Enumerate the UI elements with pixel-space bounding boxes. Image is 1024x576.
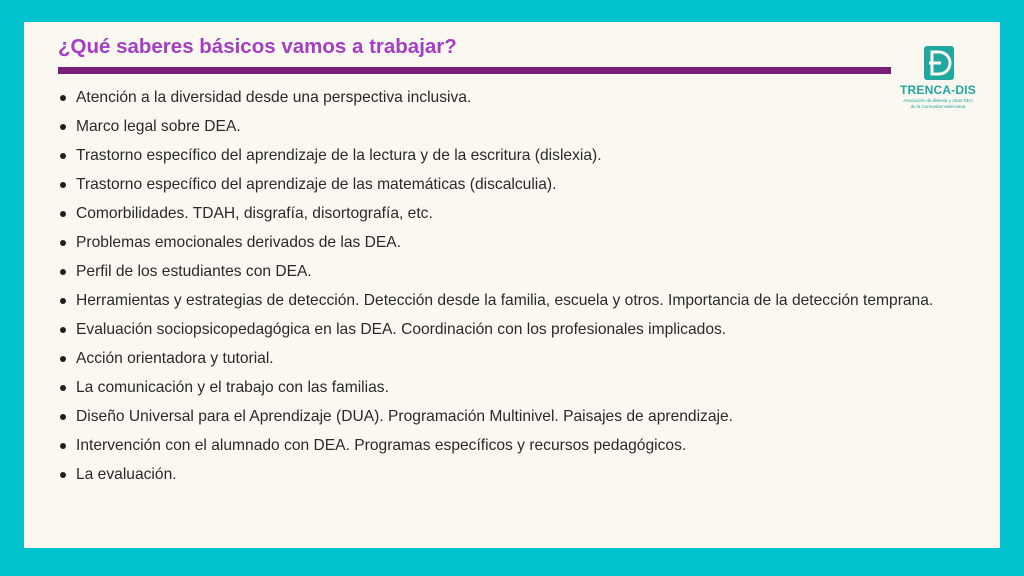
list-item [60, 257, 980, 286]
bullet-icon [60, 356, 66, 362]
bullet-icon [60, 385, 66, 391]
list-item-text: Herramientas y estrategias de detección. Detección desde la familia, escuela y otros. Importancia de la detección temprana. [76, 292, 934, 309]
list-item [60, 141, 980, 170]
trenca-dis-logo-icon [924, 46, 954, 80]
topics-list [60, 83, 980, 489]
bullet-icon [60, 443, 66, 449]
list-item [60, 170, 980, 199]
logo-name: TRENCA-DIS [900, 83, 976, 97]
bullet-icon [60, 472, 66, 478]
list-item [60, 286, 980, 315]
page-title: ¿Qué saberes básicos vamos a trabajar? [58, 35, 457, 58]
bullet-icon [60, 182, 66, 188]
bullet-icon [60, 269, 66, 275]
list-item [60, 431, 980, 460]
list-item-text: Perfil de los estudiantes con DEA. [76, 263, 312, 280]
bullet-icon [60, 153, 66, 159]
list-item [60, 315, 980, 344]
list-item-text: Diseño Universal para el Aprendizaje (DUA). Programación Multinivel. Paisajes de aprendizaje. [76, 408, 733, 425]
list-item [60, 460, 980, 489]
list-item [60, 199, 980, 228]
list-item-text: Marco legal sobre DEA. [76, 118, 241, 135]
bullet-icon [60, 240, 66, 246]
list-item-text: Atención a la diversidad desde una perspectiva inclusiva. [76, 89, 472, 106]
list-item-text: Problemas emocionales derivados de las DEA. [76, 234, 402, 251]
list-item [60, 344, 980, 373]
content-card [24, 22, 1000, 548]
logo-subtitle-line: Asociación de dislexia y otras DEA [903, 98, 973, 103]
bullet-icon [60, 124, 66, 130]
list-item [60, 373, 980, 402]
list-item [60, 228, 980, 257]
logo-subtitle-line: de la Comunitat Valenciana [910, 104, 966, 109]
list-item [60, 83, 980, 112]
list-item-text: Evaluación sociopsicopedagógica en las DEA. Coordinación con los profesionales implicados. [76, 321, 727, 338]
list-item [60, 402, 980, 431]
list-item-text: La comunicación y el trabajo con las familias. [76, 379, 389, 396]
bullet-icon [60, 298, 66, 304]
list-item-text: La evaluación. [76, 466, 177, 483]
list-item-text: Trastorno específico del aprendizaje de la lectura y de la escritura (dislexia). [76, 147, 602, 164]
list-item-text: Intervención con el alumnado con DEA. Programas específicos y recursos pedagógicos. [76, 437, 687, 454]
bullet-icon [60, 327, 66, 333]
list-item [60, 112, 980, 141]
list-item-text: Acción orientadora y tutorial. [76, 350, 274, 367]
list-item-text: Comorbilidades. TDAH, disgrafía, disortografía, etc. [76, 205, 433, 222]
list-item-text: Trastorno específico del aprendizaje de las matemáticas (discalculia). [76, 176, 557, 193]
bullet-icon [60, 211, 66, 217]
bullet-icon [60, 414, 66, 420]
bullet-icon [60, 95, 66, 101]
title-underline [58, 67, 891, 74]
